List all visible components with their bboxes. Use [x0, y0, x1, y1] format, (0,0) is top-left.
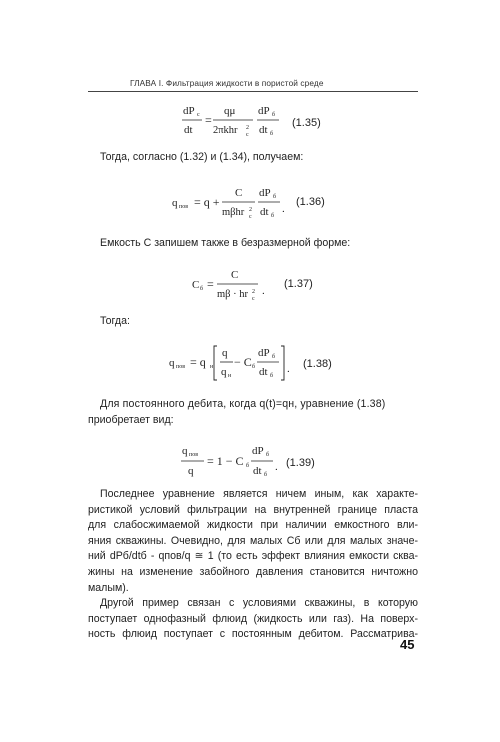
svg-text:б: б — [252, 364, 256, 370]
svg-text:mβ · hr: mβ · hr — [217, 289, 249, 300]
svg-text:C: C — [235, 187, 243, 199]
text-line: Тогда, согласно (1.32) и (1.34), получаем: — [100, 151, 304, 163]
equation-1-36 — [170, 182, 290, 224]
svg-text:C: C — [192, 279, 200, 291]
svg-text:б: б — [272, 354, 276, 360]
svg-text:б: б — [200, 286, 204, 292]
svg-text:q: q — [169, 357, 175, 369]
svg-text:2: 2 — [246, 125, 249, 131]
svg-text:dt: dt — [259, 124, 268, 136]
paragraph-1 — [100, 150, 303, 166]
svg-text:б: б — [264, 472, 268, 478]
svg-text:= q +: = q + — [194, 195, 220, 209]
text-line: приобретает вид: — [88, 413, 174, 426]
svg-text:dt: dt — [260, 206, 269, 218]
text-line: Емкость C запишем также в безразмерной форме: — [100, 237, 351, 249]
text-line: поступает однофазный флюид (жидкость или газ). На поверх- — [88, 612, 418, 625]
svg-text:2: 2 — [249, 207, 252, 213]
svg-text:dP: dP — [259, 187, 271, 199]
paragraph-6 — [88, 596, 418, 643]
svg-text:2: 2 — [252, 289, 255, 295]
svg-text:c: c — [246, 132, 249, 138]
svg-text:пов: пов — [189, 452, 199, 458]
equation-number-1-35: (1.35) — [292, 117, 321, 129]
svg-text:=: = — [207, 277, 214, 291]
equation-number-1-39: (1.39) — [286, 457, 315, 469]
svg-text:q: q — [172, 197, 178, 209]
svg-text:− C: − C — [234, 355, 252, 369]
svg-text:б: б — [271, 213, 275, 219]
svg-text:dt: dt — [253, 465, 262, 477]
paragraph-2 — [100, 236, 350, 252]
text-line: яния скважины. Очевидно, для малых Cб или для малых значе- — [88, 534, 418, 547]
svg-text:dP: dP — [252, 445, 264, 457]
svg-text:dP: dP — [258, 105, 270, 117]
text-line: ристикой условий фильтрации на внутренней границе пласта — [88, 503, 418, 516]
equation-1-37 — [190, 264, 280, 306]
text-line: малым). — [88, 581, 129, 594]
svg-text:б: б — [266, 452, 270, 458]
svg-text:.: . — [275, 461, 278, 473]
svg-text:=: = — [205, 113, 212, 127]
equation-number-1-38: (1.38) — [303, 358, 332, 370]
svg-text:пов: пов — [176, 364, 186, 370]
page-number: 45 — [400, 637, 415, 652]
text-line: ний dPб/dtб - qпов/q ≅ 1 (то есть эффект влияния емкости сква- — [88, 550, 418, 563]
svg-text:2πkhr: 2πkhr — [213, 125, 238, 136]
svg-text:б: б — [272, 112, 276, 118]
svg-text:пов: пов — [179, 204, 189, 210]
paragraph-3 — [100, 314, 130, 330]
text-line: Последнее уравнение является ничем иным, как характе- — [100, 488, 418, 500]
svg-text:dP: dP — [183, 105, 195, 117]
svg-text:q: q — [182, 445, 188, 457]
equation-number-1-36: (1.36) — [296, 196, 325, 208]
svg-text:.: . — [287, 363, 290, 375]
text-line: для слабосжимаемой жидкости при наличии емкостного вли- — [88, 519, 418, 532]
svg-text:.: . — [262, 285, 265, 297]
svg-text:б: б — [273, 194, 277, 200]
svg-text:б: б — [270, 131, 274, 137]
equation-1-35 — [180, 100, 290, 142]
svg-text:= q: = q — [190, 355, 206, 369]
svg-text:qμ: qμ — [224, 105, 236, 117]
equation-1-39 — [180, 440, 280, 484]
svg-text:c: c — [249, 214, 252, 220]
text-line: ность флюид поступает с постоянным дебитом. Рассматрива- — [88, 628, 418, 641]
equation-1-38 — [167, 340, 297, 386]
header-rule — [88, 91, 418, 92]
svg-text:c: c — [197, 112, 200, 118]
svg-text:mβhr: mβhr — [222, 207, 245, 218]
svg-text:б: б — [270, 373, 274, 379]
text-line: Для постоянного дебита, когда q(t)=qн, уравнение (1.38) — [100, 398, 386, 410]
svg-text:q: q — [188, 465, 194, 477]
text-line: Другой пример связан с условиями скважины, в которую — [100, 597, 418, 609]
paragraph-4 — [88, 397, 418, 428]
svg-text:н: н — [228, 373, 232, 379]
text-line: жины на изменение забойного давления становится ничтожно — [88, 565, 418, 578]
svg-text:q: q — [222, 347, 228, 359]
svg-text:б: б — [246, 463, 250, 469]
running-header: ГЛАВА I. Фильтрация жидкости в пористой среде — [130, 78, 324, 88]
svg-text:.: . — [282, 203, 285, 215]
svg-text:C: C — [231, 269, 239, 281]
svg-text:dt: dt — [259, 366, 268, 378]
svg-text:c: c — [252, 296, 255, 302]
svg-text:н: н — [210, 364, 214, 370]
svg-text:dP: dP — [258, 347, 270, 359]
svg-text:dt: dt — [184, 124, 193, 136]
equation-number-1-37: (1.37) — [284, 278, 313, 290]
svg-text:q: q — [221, 366, 227, 378]
paragraph-5 — [88, 487, 418, 596]
svg-text:= 1 − C: = 1 − C — [207, 454, 244, 468]
text-line: Тогда: — [100, 315, 130, 327]
